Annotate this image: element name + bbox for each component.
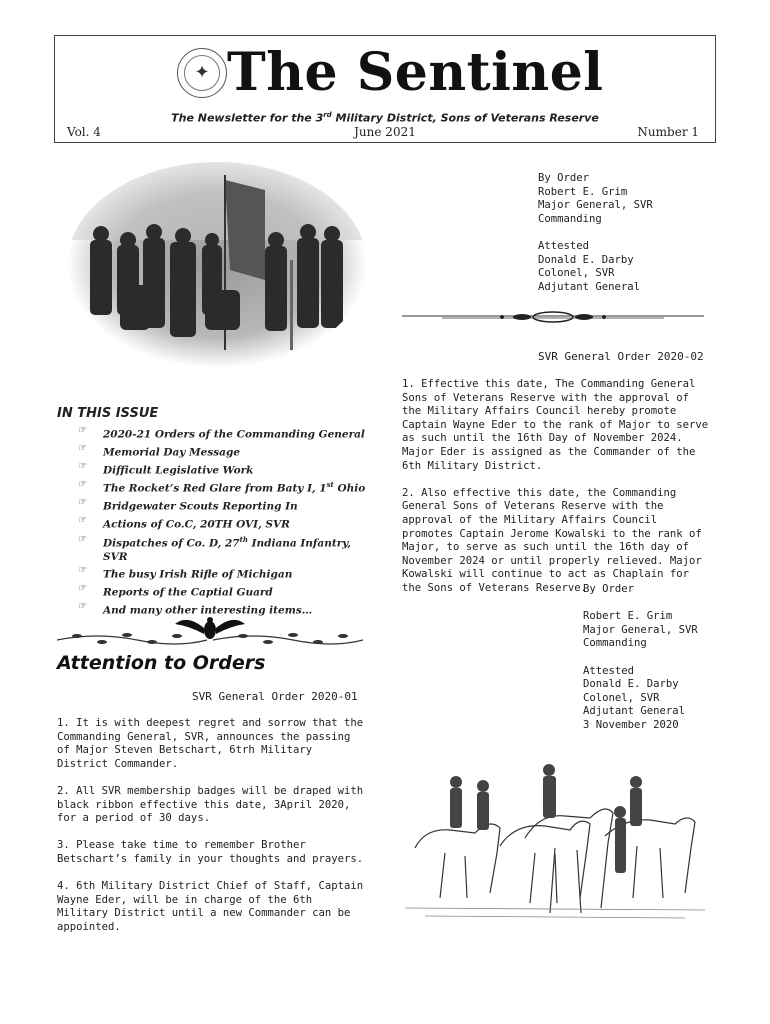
by-order-line: By Order <box>538 172 590 184</box>
officers-group-photo <box>65 160 370 370</box>
eagle-ornament-divider <box>57 614 363 654</box>
pointing-hand-icon: ☞ <box>78 583 87 595</box>
order-02-signature <box>583 583 723 733</box>
list-item: ☞ Reports of the Captial Guard <box>78 583 273 599</box>
order-01-paragraph-2: 2. All SVR membership badges will be draped with black ribbon effective this date, 3April 2020, for a period of 30 days. <box>57 784 364 825</box>
signer-role: Commanding <box>538 212 602 225</box>
pointing-hand-icon: ☞ <box>78 601 87 613</box>
attested-line: Attested <box>583 664 635 677</box>
list-item: ☞ Actions of Co.C, 20TH OVI, SVR <box>78 515 290 531</box>
signer-role: Commanding <box>583 637 647 650</box>
list-item: ☞ Dispatches of Co. D, 27th Indiana Infantry, SVR <box>78 533 351 563</box>
attester-name: Donald E. Darby <box>538 253 634 266</box>
list-item: ☞ 2020-21 Orders of the Commanding General <box>78 425 365 441</box>
order-02-body <box>402 378 710 596</box>
pointing-hand-icon: ☞ <box>78 515 87 527</box>
signer-rank: Major General, SVR <box>583 623 698 636</box>
cavalry-officers-illustration <box>405 758 705 928</box>
attest-date: 3 November 2020 <box>583 718 679 731</box>
signer-rank: Major General, SVR <box>538 199 653 212</box>
in-this-issue-list <box>78 424 368 619</box>
signer-name: Robert E. Grim <box>538 185 628 198</box>
pointing-hand-icon: ☞ <box>78 443 87 455</box>
attester-rank: Colonel, SVR <box>538 267 615 280</box>
order-02-paragraph-2: 2. Also effective this date, the Commanding General Sons of Veterans Reserve with the approval of the Military Affairs Council promotes Captain Jerome Kowalski to the rank of Major, to serve as such until the 16th day of November 2024 or until properly relieved. Major Kowalski will continue to act as Chaplain for the Sons of Veterans Reserve. <box>402 486 702 594</box>
eagle-icon <box>175 617 245 639</box>
by-order-line: By Order <box>583 583 635 595</box>
attester-role: Adjutant General <box>538 280 641 293</box>
order-02-paragraph-1: 1. Effective this date, The Commanding General Sons of Veterans Reserve with the approval of the Military Affairs Council hereby promote Captain Wayne Eder to the rank of Major to serve as such until the 16th Day of November 2024. Major Eder is assigned as the Commander of the 6th Military District. <box>402 378 709 472</box>
list-item: ☞ Difficult Legislative Work <box>78 461 254 477</box>
eagle-icon: ✦ <box>194 62 210 83</box>
svr-seal-logo <box>177 48 227 98</box>
pointing-hand-icon: ☞ <box>78 425 87 436</box>
list-item: ☞ Bridgewater Scouts Reporting In <box>78 497 298 513</box>
list-item: ☞ The Rocket’s Red Glare from Baty I, 1st Ohio <box>78 479 366 495</box>
list-item: ☞ The busy Irish Rifle of Michigan <box>78 565 293 581</box>
issue-date: June 2021 <box>354 125 416 139</box>
order-01-paragraph-3: 3. Please take time to remember Brother Betschart’s family in your thoughts and prayers. <box>57 839 364 865</box>
masthead <box>54 35 716 143</box>
pointing-hand-icon: ☞ <box>78 461 87 473</box>
pointing-hand-icon: ☞ <box>78 479 87 491</box>
newsletter-title: The Sentinel <box>227 42 604 103</box>
order-02-label: SVR General Order 2020-02 <box>538 350 704 363</box>
attester-rank: Colonel, SVR <box>583 691 660 704</box>
pointing-hand-icon: ☞ <box>78 565 87 577</box>
attention-to-orders-heading: Attention to Orders <box>57 652 266 674</box>
in-this-issue-heading: IN THIS ISSUE <box>57 406 159 421</box>
list-item: ☞ Memorial Day Message <box>78 443 241 459</box>
list-item: ☞ And many other interesting items… <box>78 601 313 617</box>
order-01-body <box>57 717 365 935</box>
attested-line: Attested <box>538 239 590 252</box>
ornamental-divider-right <box>402 308 704 328</box>
newsletter-subtitle: The Newsletter for the 3rd Military District, Sons of Veterans Reserve <box>171 111 599 125</box>
pointing-hand-icon: ☞ <box>78 533 87 545</box>
issue-number: Number 1 <box>637 125 699 139</box>
signer-name: Robert E. Grim <box>583 610 673 623</box>
attester-name: Donald E. Darby <box>583 678 679 691</box>
volume-label: Vol. 4 <box>67 125 101 139</box>
pointing-hand-icon: ☞ <box>78 497 87 509</box>
order-01-paragraph-4: 4. 6th Military District Chief of Staff, Captain Wayne Eder, will be in charge of the 6th Military District until a new Commander can be appointed. <box>57 880 364 933</box>
order-01-label: SVR General Order 2020-01 <box>192 690 358 703</box>
order-01-paragraph-1: 1. It is with deepest regret and sorrow that the Commanding General, SVR, announces the passing of Major Steven Betschart, 6trh Military District Commander. <box>57 717 364 770</box>
attester-role: Adjutant General <box>583 705 686 718</box>
top-signature-block <box>538 172 718 294</box>
